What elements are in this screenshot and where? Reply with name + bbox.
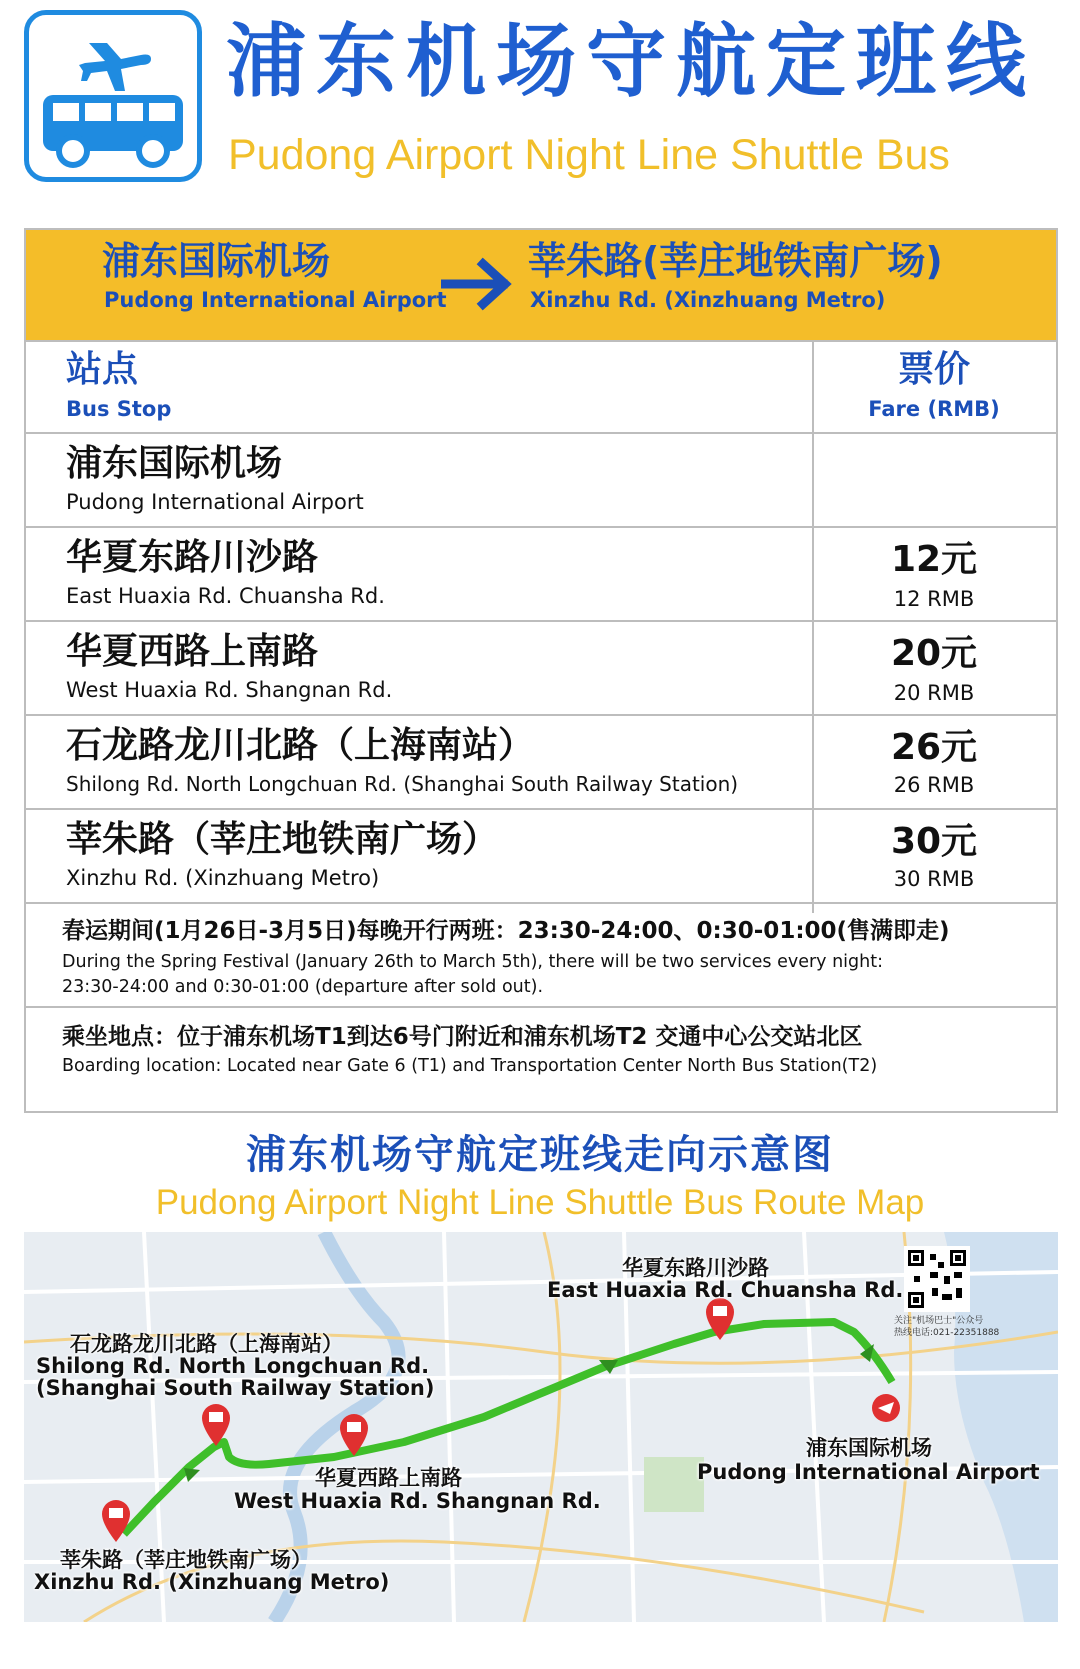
map-label-south-en2: (Shanghai South Railway Station) <box>36 1376 435 1400</box>
route-to-zh: 莘朱路(莘庄地铁南广场) <box>528 239 943 283</box>
schedule-note <box>26 904 1056 1008</box>
fare-zh: 30元 <box>890 821 978 862</box>
fare-zh: 26元 <box>890 727 978 768</box>
arrow-right-icon <box>441 256 521 312</box>
bus-logo <box>24 10 202 182</box>
map-label-south-zh: 石龙路龙川北路（上海南站） <box>70 1332 343 1356</box>
table-row <box>26 434 1056 528</box>
map-label-south-en1: Shilong Rd. North Longchuan Rd. <box>36 1354 430 1378</box>
col-stop-zh: 站点 <box>66 349 139 390</box>
fare-en: 20 RMB <box>893 681 975 705</box>
plane-icon <box>79 43 151 91</box>
fare-zh: 20元 <box>890 633 978 674</box>
map-label-xinzhu-en: Xinzhu Rd. (Xinzhuang Metro) <box>34 1570 390 1594</box>
boarding-note-en: Boarding location: Located near Gate 6 (T1) and Transportation Center North Bus Station(T2) <box>62 1056 878 1076</box>
qr-code <box>904 1246 970 1312</box>
airport-bus-icon <box>29 15 197 177</box>
map-label-east-zh: 华夏东路川沙路 <box>622 1256 769 1280</box>
table-row <box>26 716 1056 810</box>
schedule-note-zh: 春运期间(1月26日-3月5日)每晚开行两班：23:30-24:00、0:30-01:00(售满即走) <box>62 918 950 944</box>
stop-name-zh: 华夏东路川沙路 <box>66 537 319 578</box>
schedule-note-en-1: During the Spring Festival (January 26th to March 5th), there will be two services every night: <box>62 952 884 972</box>
fare-en: 30 RMB <box>893 867 975 891</box>
map-label-airport-zh: 浦东国际机场 <box>806 1436 932 1460</box>
stop-name-en: West Huaxia Rd. Shangnan Rd. <box>66 678 393 702</box>
table-row <box>26 528 1056 622</box>
table-header-row <box>26 340 1056 434</box>
stop-name-en: East Huaxia Rd. Chuansha Rd. <box>66 584 385 608</box>
fare-en: 26 RMB <box>893 773 975 797</box>
table-row <box>26 622 1056 716</box>
stop-name-en: Xinzhu Rd. (Xinzhuang Metro) <box>66 866 380 890</box>
col-fare-en: Fare (RMB) <box>868 397 1000 421</box>
stop-name-en: Pudong International Airport <box>66 490 364 514</box>
route-from-en: Pudong International Airport <box>104 288 447 312</box>
route-header <box>26 230 1056 342</box>
map-title: 浦东机场守航定班线走向示意图 <box>246 1132 834 1178</box>
fare-table <box>24 228 1058 1113</box>
stop-name-en: Shilong Rd. North Longchuan Rd. (Shanghai South Railway Station) <box>66 772 739 796</box>
airport-marker-icon <box>872 1394 900 1422</box>
boarding-note <box>26 1008 1056 1111</box>
table-row <box>26 810 1056 904</box>
map-label-airport-en: Pudong International Airport <box>697 1460 1040 1484</box>
page-subtitle: Pudong Airport Night Line Shuttle Bus <box>228 131 950 179</box>
map-label-east-en: East Huaxia Rd. Chuansha Rd. <box>547 1278 904 1302</box>
col-fare-zh: 票价 <box>897 349 970 390</box>
qr-caption-1: 关注"机场巴士"公众号 <box>894 1316 984 1326</box>
map-subtitle: Pudong Airport Night Line Shuttle Bus Route Map <box>155 1183 925 1222</box>
map-label-west-en: West Huaxia Rd. Shangnan Rd. <box>234 1489 601 1513</box>
map-label-west-zh: 华夏西路上南路 <box>315 1466 462 1490</box>
route-to-en: Xinzhu Rd. (Xinzhuang Metro) <box>530 288 886 312</box>
fare-en: 12 RMB <box>893 587 975 611</box>
stop-name-zh: 莘朱路（莘庄地铁南广场） <box>66 819 499 860</box>
boarding-note-zh: 乘坐地点：位于浦东机场T1到达6号门附近和浦东机场T2 交通中心公交站北区 <box>62 1024 863 1050</box>
fare-zh: 12元 <box>890 539 978 580</box>
route-map <box>24 1232 1058 1622</box>
col-stop-en: Bus Stop <box>66 397 172 421</box>
qr-caption-2: 热线电话:021-22351888 <box>894 1328 1000 1338</box>
map-label-xinzhu-zh: 莘朱路（莘庄地铁南广场） <box>60 1548 312 1572</box>
page-title: 浦东机场守航定班线 <box>226 15 1036 108</box>
bus-stop-marker <box>102 1500 130 1542</box>
route-from-zh: 浦东国际机场 <box>102 239 331 283</box>
schedule-note-en-2: 23:30-24:00 and 0:30-01:00 (departure after sold out). <box>62 977 544 997</box>
stop-name-zh: 石龙路龙川北路（上海南站） <box>66 725 535 766</box>
stop-name-zh: 华夏西路上南路 <box>66 631 319 672</box>
stop-name-zh: 浦东国际机场 <box>66 443 283 484</box>
